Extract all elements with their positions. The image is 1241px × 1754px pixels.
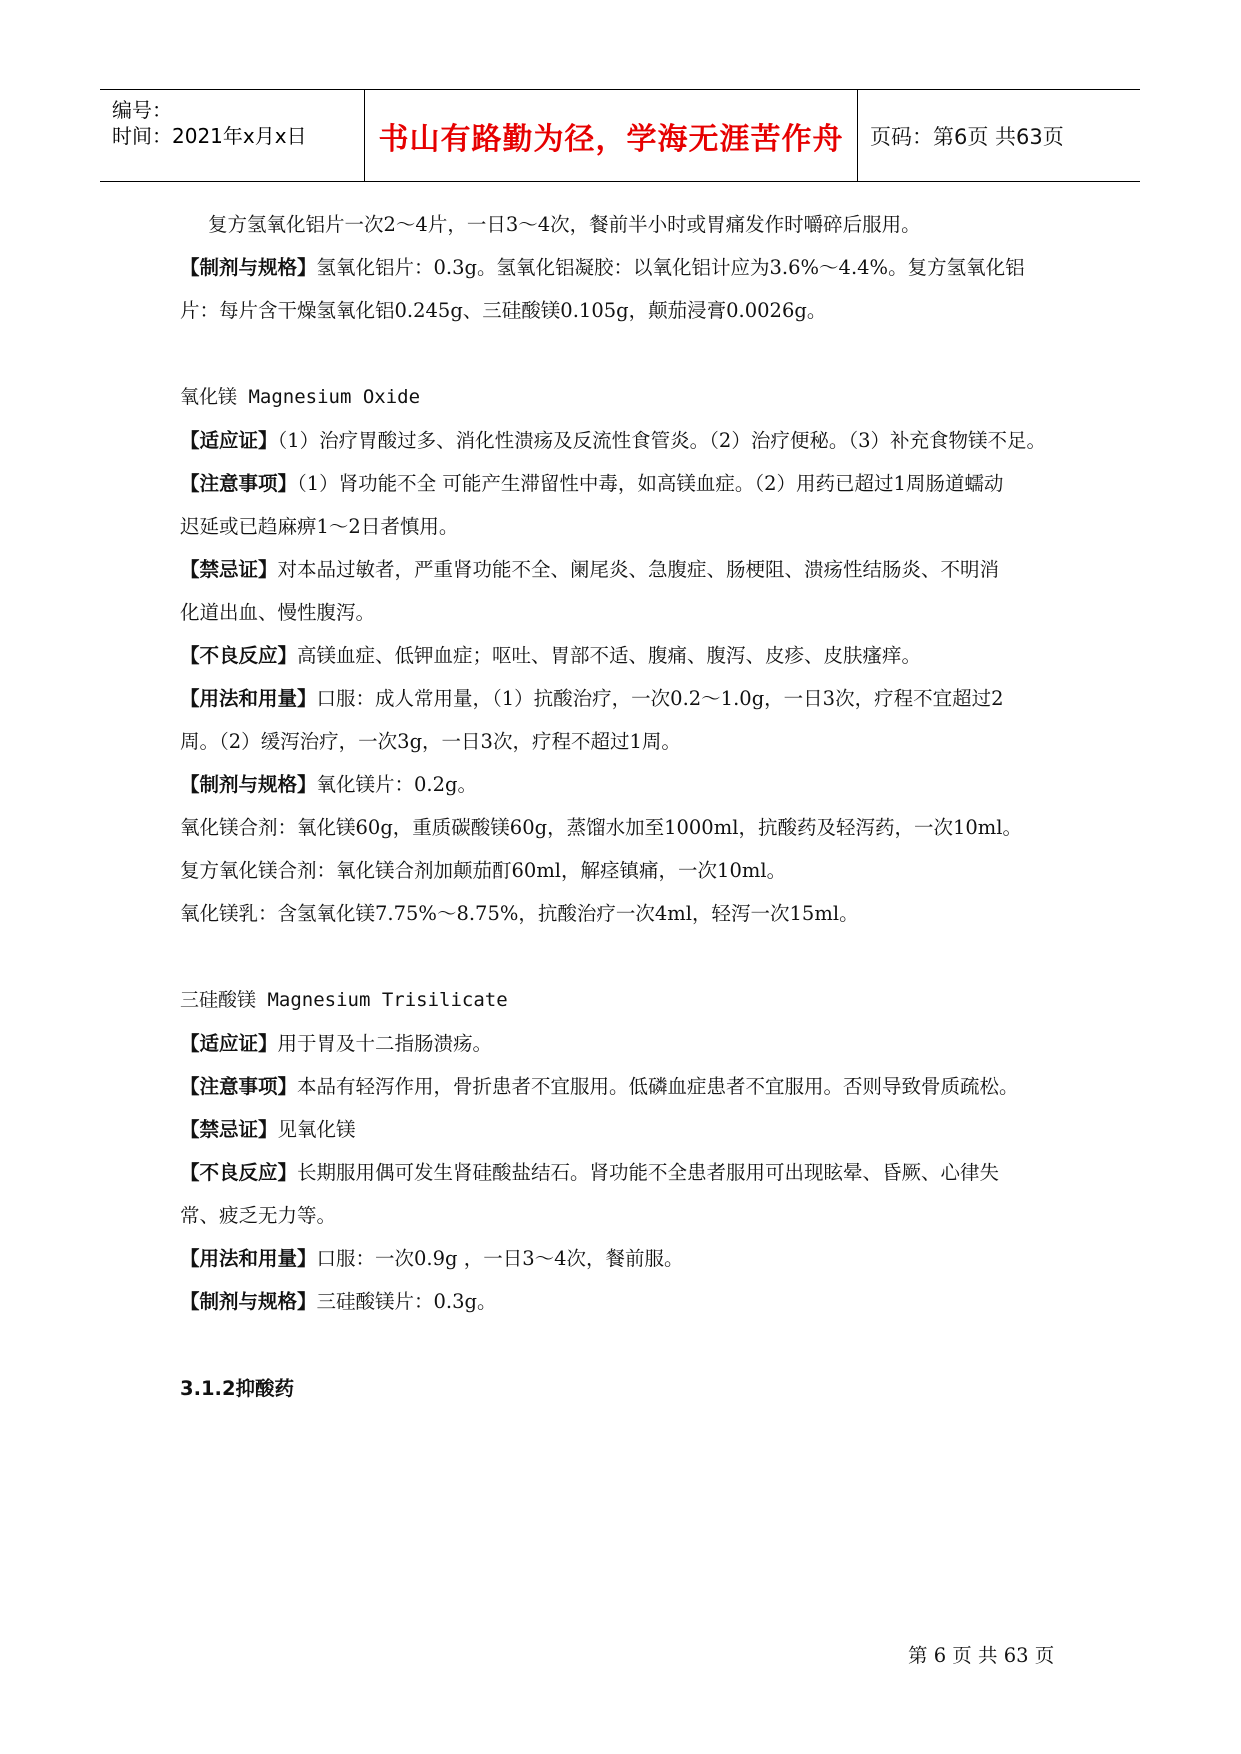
adverse-label: 【不良反应】	[180, 644, 298, 667]
dosage-label: 【用法和用量】	[180, 1247, 317, 1270]
mgo-mixture: 氧化镁合剂：氧化镁60g，重质碳酸镁60g，蒸馏水加至1000ml，抗酸药及轻泻药，一次10ml。	[180, 816, 1022, 839]
spec-continuation: 片：每片含干燥氢氧化铝0.245g、三硅酸镁0.105g，颠茄浸膏0.0026g。	[180, 299, 827, 322]
contraindication-text: 见氧化镁	[277, 1118, 356, 1141]
spec-label: 【制剂与规格】	[180, 1290, 317, 1313]
mgo-precaution-continuation: 迟延或已趋麻痹1～2日者慎用。	[180, 515, 459, 538]
indication-label: 【适应证】	[180, 1032, 278, 1055]
mgo-spec	[180, 772, 1070, 797]
spec-text: 三硅酸镁片：0.3g。	[316, 1290, 497, 1313]
mgo-dosage-continuation: 周。（2）缓泻治疗，一次3g，一日3次，疗程不超过1周。	[180, 730, 681, 753]
mgt-contraindication	[180, 1117, 1070, 1142]
mgo-contraindication-continuation: 化道出血、慢性腹泻。	[180, 601, 376, 624]
dosage-label: 【用法和用量】	[180, 687, 317, 710]
page-footer: 第 6 页 共 63 页	[908, 1644, 1055, 1667]
precaution-text: （1）肾功能不全 可能产生滞留性中毒，如高镁血症。（2）用药已超过1周肠道蠕动	[297, 472, 1004, 495]
dosage-text: 口服：一次0.9g ，一日3～4次，餐前服。	[316, 1247, 684, 1270]
page-header	[100, 89, 1140, 182]
spec-label: 【制剂与规格】	[180, 256, 317, 279]
mgt-spec	[180, 1289, 1070, 1314]
adverse-text: 长期服用偶可发生肾硅酸盐结石。肾功能不全患者服用可出现眩晕、昏厥、心律失	[297, 1161, 1000, 1184]
mgt-title: 三硅酸镁 Magnesium Trisilicate	[180, 989, 508, 1011]
mgt-adverse	[180, 1160, 1070, 1185]
mgo-dosage	[180, 686, 1070, 711]
contraindication-text: 对本品过敏者，严重肾功能不全、阑尾炎、急腹症、肠梗阻、溃疡性结肠炎、不明消	[277, 558, 1000, 581]
time-label: 时间：2021年x月x日	[112, 124, 307, 148]
mgo-indication	[180, 428, 1070, 453]
spec-text: 氧化镁片：0.2g。	[316, 773, 478, 796]
mgo-title: 氧化镁 Magnesium Oxide	[180, 386, 421, 408]
section-heading: 3.1.2抑酸药	[180, 1377, 295, 1400]
precaution-text: 本品有轻泻作用，骨折患者不宜服用。低磷血症患者不宜服用。否则导致骨质疏松。	[297, 1075, 1019, 1098]
adverse-text: 高镁血症、低钾血症；呕吐、胃部不适、腹痛、腹泻、皮疹、皮肤瘙痒。	[297, 644, 922, 667]
mgo-milk: 氧化镁乳：含氢氧化镁7.75%～8.75%，抗酸治疗一次4ml，轻泻一次15ml。	[180, 902, 859, 925]
document-body	[180, 212, 1070, 1401]
dosage-continuation: 复方氢氧化铝片一次2～4片，一日3～4次，餐前半小时或胃痛发作时嚼碎后服用。	[208, 213, 921, 236]
mgt-dosage	[180, 1246, 1070, 1271]
indication-text: 用于胃及十二指肠溃疡。	[277, 1032, 493, 1055]
page-label: 页码：第6页 共63页	[870, 124, 1064, 149]
mgt-indication	[180, 1031, 1070, 1056]
header-page-cell	[858, 90, 1140, 181]
adverse-label: 【不良反应】	[180, 1161, 298, 1184]
contraindication-label: 【禁忌证】	[180, 1118, 278, 1141]
precaution-label: 【注意事项】	[180, 472, 298, 495]
contraindication-label: 【禁忌证】	[180, 558, 278, 581]
mgt-adverse-continuation: 常、疲乏无力等。	[180, 1204, 337, 1227]
mgo-precaution	[180, 471, 1070, 496]
indication-label: 【适应证】	[180, 429, 278, 452]
mgo-compound-mixture: 复方氧化镁合剂：氧化镁合剂加颠茄酊60ml，解痉镇痛，一次10ml。	[180, 859, 787, 882]
header-motto-cell	[365, 90, 858, 181]
mgt-precaution	[180, 1074, 1070, 1099]
number-label: 编号：	[112, 98, 172, 122]
indication-text: （1）治疗胃酸过多、消化性溃疡及反流性食管炎。（2）治疗便秘。（3）补充食物镁不足。	[277, 429, 1046, 452]
spec-text: 氢氧化铝片：0.3g。氢氧化铝凝胶：以氧化铝计应为3.6%～4.4%。复方氢氧化铝	[316, 256, 1025, 279]
mgo-adverse	[180, 643, 1070, 668]
dosage-text: 口服：成人常用量，（1）抗酸治疗，一次0.2～1.0g，一日3次，疗程不宜超过2	[316, 687, 1004, 710]
precaution-label: 【注意事项】	[180, 1075, 298, 1098]
mgo-contraindication	[180, 557, 1070, 582]
header-meta-cell	[100, 90, 365, 181]
spec-line	[180, 255, 1070, 280]
motto: 书山有路勤为径，学海无涯苦作舟	[378, 121, 844, 157]
spec-label: 【制剂与规格】	[180, 773, 317, 796]
